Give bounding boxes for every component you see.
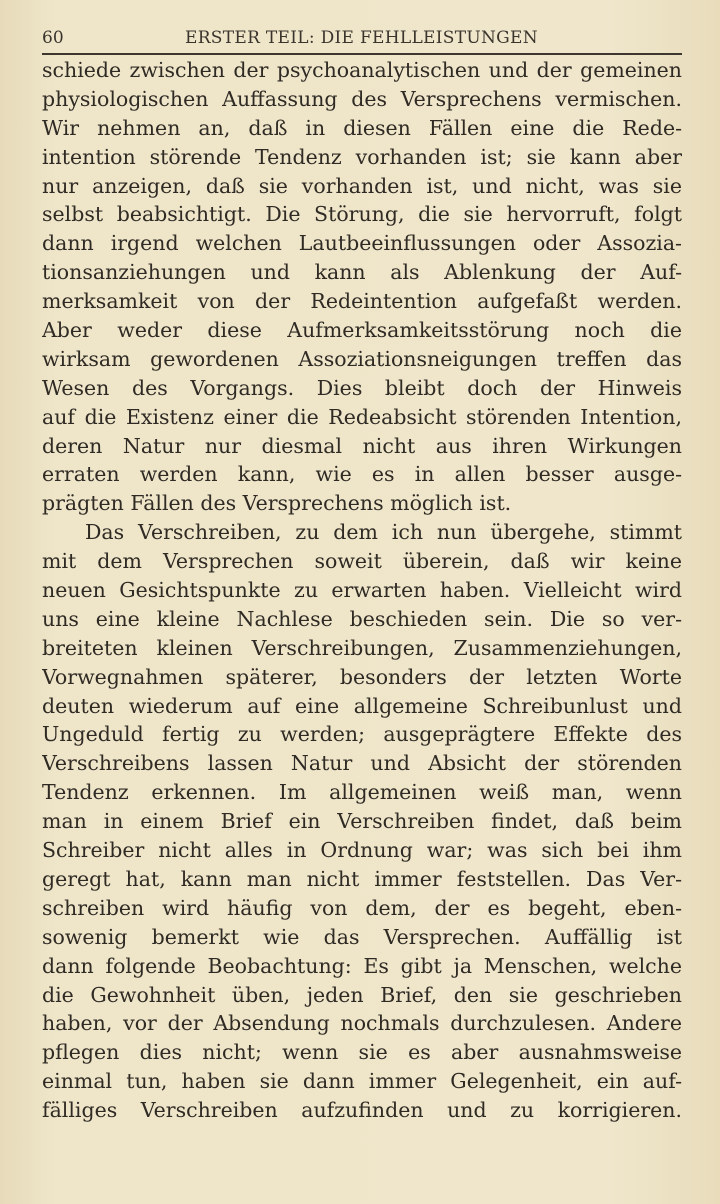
text-line: prägten Fällen des Versprechens möglich ist. [42,491,512,516]
text-line: man in einem Brief ein Verschreiben findet, daß beim [42,809,682,834]
running-head: ERSTER TEIL: DIE FEHLLEISTUNGEN [185,28,538,48]
text-line: uns eine kleine Nachlese beschieden sein. Die so ver- [42,606,682,631]
text-line: breiteten kleinen Verschreibungen, Zusammenziehungen, [42,635,682,660]
text-line: Ungeduld fertig zu werden; ausgeprägtere Effekte des [42,722,682,747]
text-line: mit dem Versprechen soweit überein, daß wir keine [42,549,682,574]
text-line: Aber weder diese Aufmerksamkeitsstörung noch die [42,318,682,343]
header-rule [42,53,682,55]
text-line: tionsanziehungen und kann als Ablenkung der Auf- [42,260,682,285]
text-line: Wir nehmen an, daß in diesen Fällen eine die Rede- [42,115,682,140]
text-line: einmal tun, haben sie dann immer Gelegenheit, ein auf- [42,1069,682,1094]
text-line: selbst beabsichtigt. Die Störung, die sie hervorruft, folgt [42,202,682,227]
paragraph-2 [42,518,682,1125]
text-line: dann folgende Beobachtung: Es gibt ja Menschen, welche [42,953,682,978]
text-line: Schreiber nicht alles in Ordnung war; was sich bei ihm [42,838,682,863]
text-line: neuen Gesichtspunkte zu erwarten haben. Vielleicht wird [42,578,682,603]
text-line: erraten werden kann, wie es in allen besser ausge- [42,462,682,487]
text-line: merksamkeit von der Redeintention aufgefaßt werden. [42,289,682,314]
page-header [42,26,682,52]
text-line: Vorwegnahmen späterer, besonders der letzten Worte [42,664,682,689]
paragraph-1 [42,56,682,518]
text-line: schreiben wird häufig von dem, der es begeht, eben- [42,895,682,920]
text-line: die Gewohnheit üben, jeden Brief, den sie geschrieben [42,982,682,1007]
text-line: Wesen des Vorgangs. Dies bleibt doch der Hinweis [42,375,682,400]
text-line: physiologischen Auffassung des Versprechens vermischen. [42,86,682,111]
text-line: auf die Existenz einer die Redeabsicht störenden Intention, [42,404,682,429]
body-text [42,56,682,1125]
text-line: dann irgend welchen Lautbeeinflussungen oder Assozia- [42,231,682,256]
text-line: intention störende Tendenz vorhanden ist; sie kann aber [42,144,682,169]
text-line: Das Verschreiben, zu dem ich nun übergehe, stimmt [85,520,682,545]
text-line: sowenig bemerkt wie das Versprechen. Auffällig ist [42,924,682,949]
text-line: nur anzeigen, daß sie vorhanden ist, und nicht, was sie [42,173,682,198]
page-number: 60 [42,28,64,48]
text-line: Verschreibens lassen Natur und Absicht der störenden [42,751,682,776]
text-line: Tendenz erkennen. Im allgemeinen weiß man, wenn [42,780,682,805]
text-line: wirksam gewordenen Assoziationsneigungen treffen das [42,346,682,371]
text-line: deren Natur nur diesmal nicht aus ihren Wirkungen [42,433,682,458]
text-line: fälliges Verschreiben aufzufinden und zu korrigieren. [42,1098,682,1123]
text-line: pflegen dies nicht; wenn sie es aber ausnahmsweise [42,1040,682,1065]
text-line: haben, vor der Absendung nochmals durchzulesen. Andere [42,1011,682,1036]
text-line: schiede zwischen der psychoanalytischen und der gemeinen [42,58,682,82]
text-line: deuten wiederum auf eine allgemeine Schreibunlust und [42,693,682,718]
text-line: geregt hat, kann man nicht immer feststellen. Das Ver- [42,866,682,891]
